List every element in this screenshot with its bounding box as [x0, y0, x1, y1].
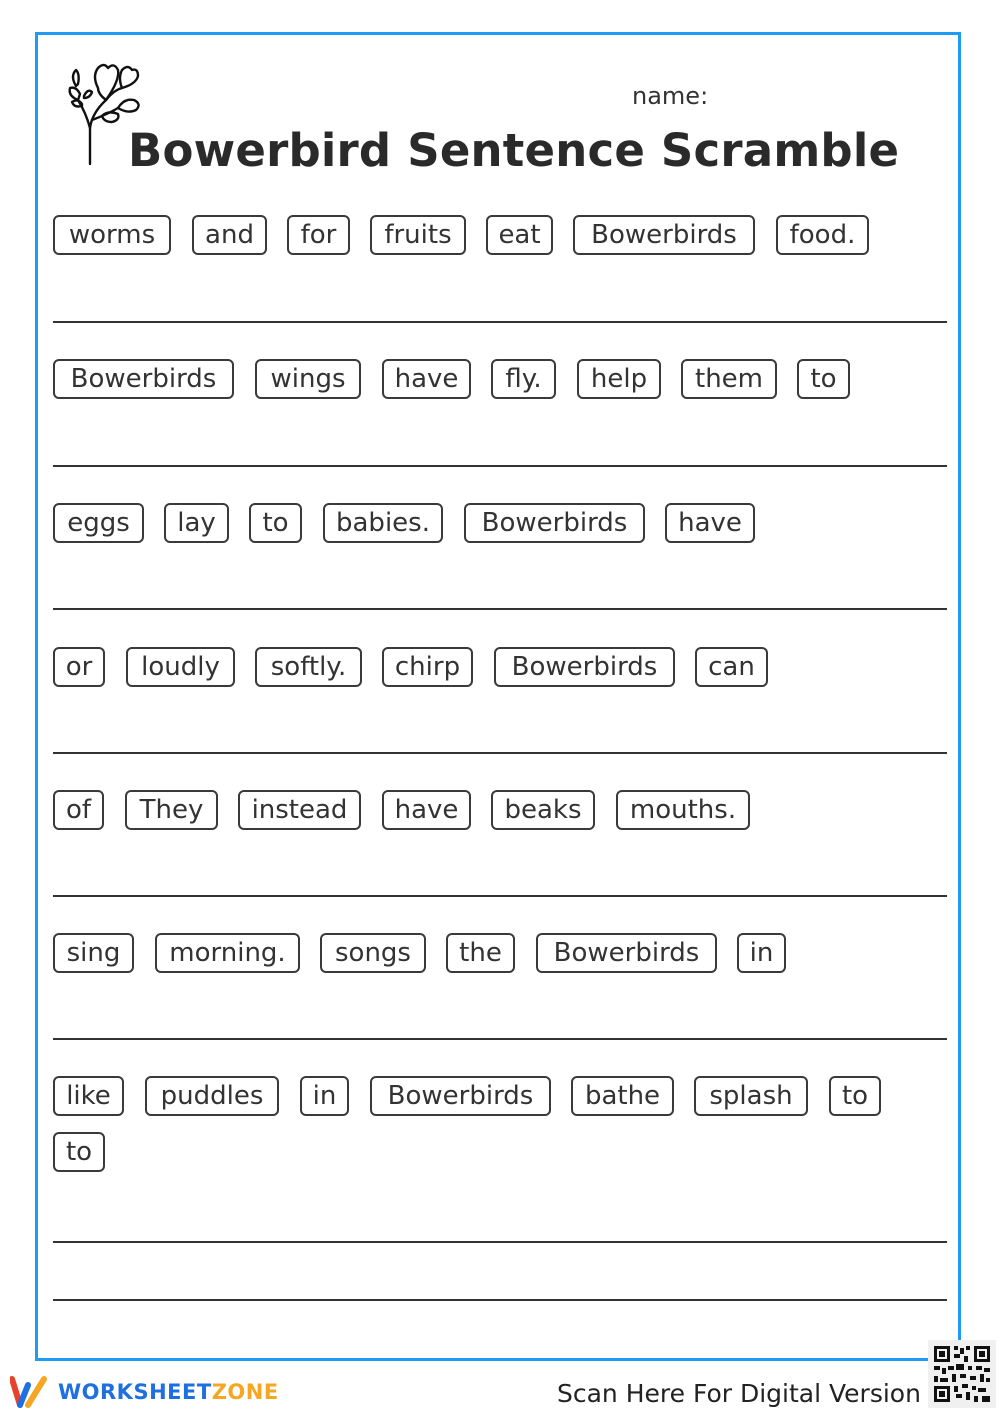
- scan-caption: Scan Here For Digital Version: [557, 1379, 921, 1408]
- page-title: Bowerbird Sentence Scramble: [128, 124, 900, 177]
- answer-line: [53, 895, 947, 897]
- word-tile[interactable]: have: [382, 359, 471, 399]
- answer-line: [53, 752, 947, 754]
- word-tile[interactable]: sing: [53, 933, 134, 973]
- word-tile[interactable]: and: [192, 215, 267, 255]
- word-tile[interactable]: Bowerbirds: [53, 359, 234, 399]
- word-tile[interactable]: in: [737, 933, 786, 973]
- word-tile[interactable]: to: [53, 1132, 105, 1172]
- word-tile[interactable]: puddles: [145, 1076, 279, 1116]
- word-tile[interactable]: instead: [238, 790, 361, 830]
- word-tile[interactable]: They: [125, 790, 218, 830]
- word-tile[interactable]: the: [446, 933, 515, 973]
- word-tile[interactable]: mouths.: [616, 790, 750, 830]
- word-tile[interactable]: to: [797, 359, 850, 399]
- word-tile[interactable]: or: [53, 647, 105, 687]
- word-tile[interactable]: to: [829, 1076, 881, 1116]
- word-tile[interactable]: have: [382, 790, 471, 830]
- word-tile[interactable]: like: [53, 1076, 124, 1116]
- answer-line: [53, 1299, 947, 1301]
- word-tile[interactable]: have: [665, 503, 755, 543]
- word-tile[interactable]: Bowerbirds: [494, 647, 675, 687]
- word-tile[interactable]: fly.: [491, 359, 556, 399]
- word-tile[interactable]: morning.: [155, 933, 300, 973]
- word-tile[interactable]: in: [300, 1076, 349, 1116]
- word-tile[interactable]: to: [249, 503, 302, 543]
- logo-text-worksheet: WORKSHEET: [58, 1380, 212, 1404]
- word-tile[interactable]: worms: [53, 215, 171, 255]
- word-tile[interactable]: Bowerbirds: [370, 1076, 551, 1116]
- answer-line: [53, 1241, 947, 1243]
- word-tile[interactable]: Bowerbirds: [573, 215, 755, 255]
- word-tile[interactable]: wings: [255, 359, 361, 399]
- word-tile[interactable]: eat: [486, 215, 553, 255]
- word-tile[interactable]: lay: [164, 503, 229, 543]
- logo-w-icon: [10, 1375, 50, 1409]
- qr-code-icon[interactable]: [928, 1340, 996, 1408]
- word-tile[interactable]: chirp: [382, 647, 473, 687]
- answer-line: [53, 321, 947, 323]
- logo-text-zone: ZONE: [211, 1380, 279, 1404]
- answer-line: [53, 465, 947, 467]
- word-tile[interactable]: loudly: [126, 647, 235, 687]
- word-tile[interactable]: splash: [694, 1076, 808, 1116]
- word-tile[interactable]: them: [681, 359, 777, 399]
- answer-line: [53, 1038, 947, 1040]
- word-tile[interactable]: beaks: [491, 790, 595, 830]
- worksheetzone-logo[interactable]: [10, 1374, 279, 1410]
- word-tile[interactable]: food.: [776, 215, 869, 255]
- word-tile[interactable]: babies.: [323, 503, 443, 543]
- word-tile[interactable]: softly.: [255, 647, 362, 687]
- word-tile[interactable]: for: [287, 215, 350, 255]
- word-tile[interactable]: Bowerbirds: [464, 503, 645, 543]
- word-tile[interactable]: help: [577, 359, 661, 399]
- word-tile[interactable]: of: [53, 790, 104, 830]
- word-tile[interactable]: bathe: [571, 1076, 674, 1116]
- word-tile[interactable]: eggs: [53, 503, 144, 543]
- word-tile[interactable]: songs: [320, 933, 426, 973]
- word-tile[interactable]: can: [695, 647, 768, 687]
- word-tile[interactable]: Bowerbirds: [536, 933, 717, 973]
- word-tile[interactable]: fruits: [370, 215, 466, 255]
- answer-line: [53, 608, 947, 610]
- name-label: name:: [632, 82, 709, 110]
